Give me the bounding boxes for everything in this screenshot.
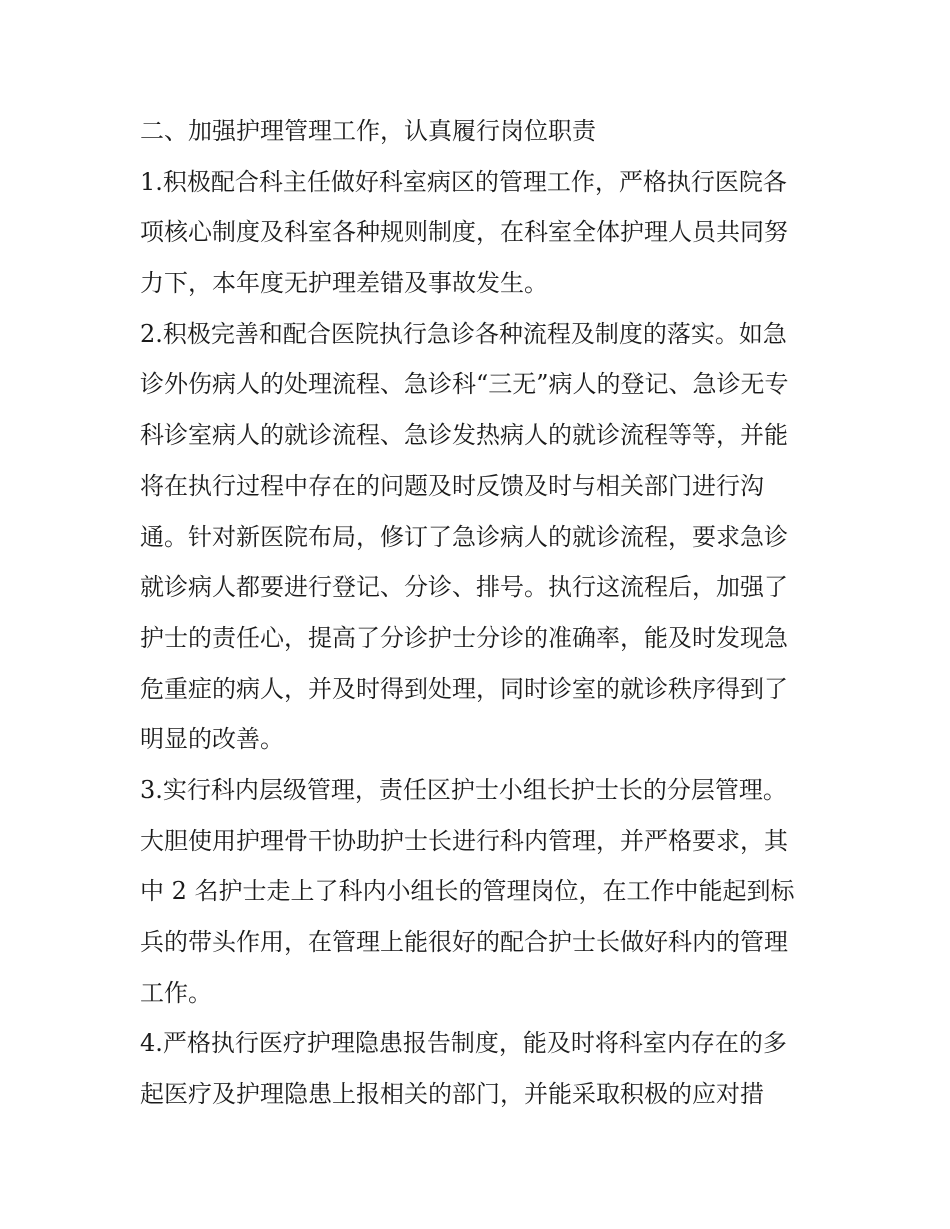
text-line: 将在执行过程中存在的问题及时反馈及时与相关部门进行沟 [140, 471, 764, 500]
text-line: 3.实行科内层级管理，责任区护士小组长护士长的分层管理。 [140, 775, 787, 804]
text-line: 危重症的病人，并及时得到处理，同时诊室的就诊秩序得到了 [140, 674, 788, 703]
text-line: 明显的改善。 [140, 725, 284, 754]
text-line: 中 2 名护士走上了科内小组长的管理岗位，在工作中能起到标 [140, 877, 795, 906]
text-line: 力下，本年度无护理差错及事故发生。 [140, 269, 548, 298]
text-line: 起医疗及护理隐患上报相关的部门，并能采取积极的应对措 [140, 1080, 764, 1109]
text-line: 4.严格执行医疗护理隐患报告制度，能及时将科室内存在的多 [140, 1029, 787, 1058]
text-line: 2.积极完善和配合医院执行急诊各种流程及制度的落实。如急 [140, 319, 787, 348]
text-line: 工作。 [140, 978, 212, 1007]
text-line: 科诊室病人的就诊流程、急诊发热病人的就诊流程等等，并能 [140, 421, 788, 450]
text-line: 项核心制度及科室各种规则制度，在科室全体护理人员共同努 [140, 218, 788, 247]
text-line: 护士的责任心，提高了分诊护士分诊的准确率，能及时发现急 [140, 623, 788, 652]
text-line: 大胆使用护理骨干协助护士长进行科内管理，并严格要求，其 [140, 826, 788, 855]
text-line: 诊外伤病人的处理流程、急诊科“三无”病人的登记、急诊无专 [140, 370, 789, 399]
document-body [140, 106, 830, 1120]
section-heading: 二、加强护理管理工作，认真履行岗位职责 [140, 117, 596, 145]
text-line: 兵的带头作用，在管理上能很好的配合护士长做好科内的管理 [140, 928, 788, 956]
text-line: 就诊病人都要进行登记、分诊、排号。执行这流程后，加强了 [140, 573, 788, 602]
text-line: 1.积极配合科主任做好科室病区的管理工作，严格执行医院各 [140, 167, 787, 196]
text-line: 通。针对新医院布局，修订了急诊病人的就诊流程，要求急诊 [140, 522, 788, 551]
